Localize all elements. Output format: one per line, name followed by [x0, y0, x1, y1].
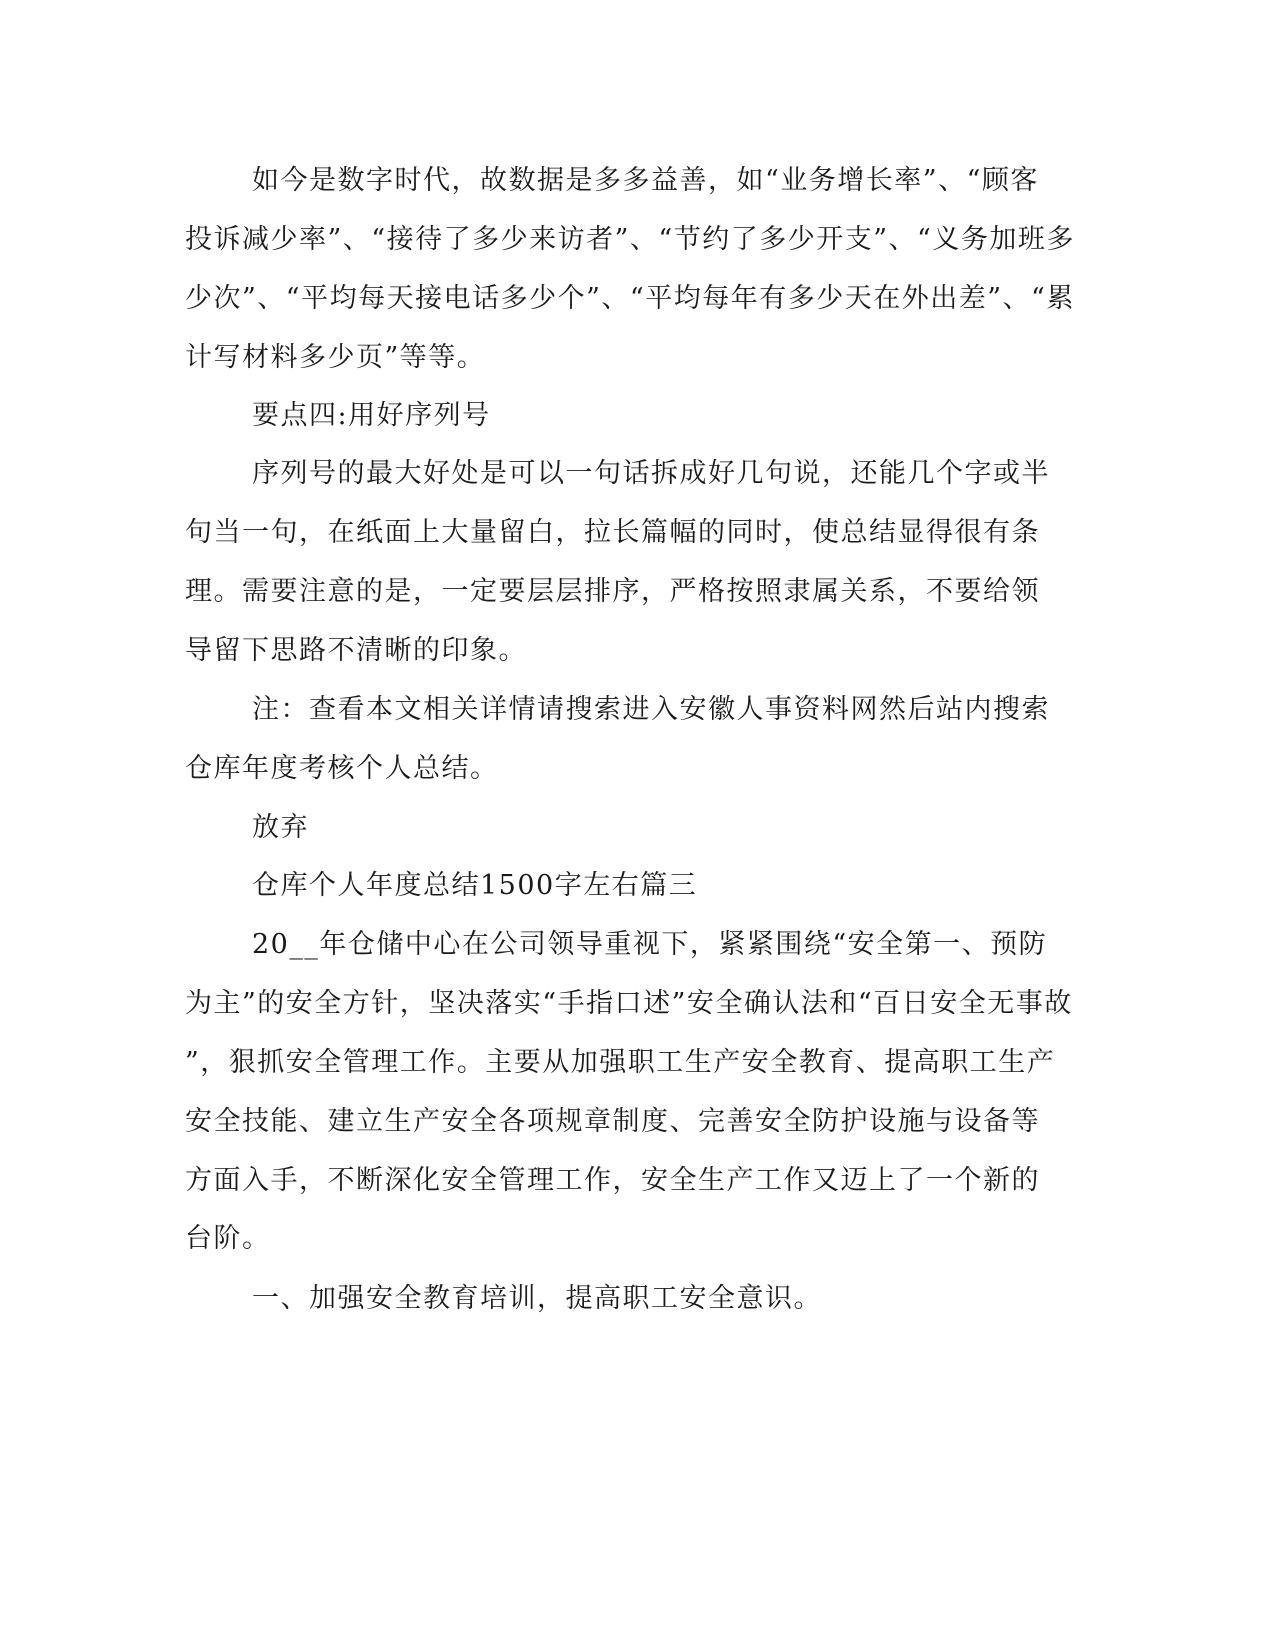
paragraph-3-line-4: 导留下思路不清晰的印象。: [185, 635, 527, 666]
body-line-1: 20__年仓储中心在公司领导重视下，紧紧围绕“安全第一、预防: [252, 929, 1048, 960]
paragraph-3-line-1: 序列号的最大好处是可以一句话拆成好几句说，还能几个字或半: [252, 458, 1050, 489]
note-line-1: 注：查看本文相关详情请搜索进入安徽人事资料网然后站内搜索: [252, 694, 1050, 725]
paragraph-1-line-2: 投诉减少率”、“接待了多少来访者”、“节约了多少开支”、“义务加班多: [185, 224, 1075, 255]
body-line-3: ”，狠抓安全管理工作。主要从加强职工生产安全教育、提高职工生产: [185, 1047, 1056, 1078]
paragraph-3-line-2: 句当一句，在纸面上大量留白，拉长篇幅的同时，使总结显得很有条: [185, 517, 1040, 548]
article-title: 仓库个人年度总结1500字左右篇三: [252, 870, 698, 901]
paragraph-3-line-3: 理。需要注意的是，一定要层层排序，严格按照隶属关系，不要给领: [185, 576, 1040, 607]
body-line-4: 安全技能、建立生产安全各项规章制度、完善安全防护设施与设备等: [185, 1106, 1040, 1137]
body-line-6: 台阶。: [185, 1223, 271, 1254]
note-line-2: 仓库年度考核个人总结。: [185, 753, 499, 784]
abandon-line: 放弃: [252, 812, 309, 843]
section-heading-point-four: 要点四:用好序列号: [252, 400, 491, 431]
section-heading-one: 一、加强安全教育培训，提高职工安全意识。: [252, 1283, 822, 1314]
body-line-2: 为主”的安全方针，坚决落实“手指口述”安全确认法和“百日安全无事故: [185, 988, 1073, 1019]
paragraph-1-line-1: 如今是数字时代，故数据是多多益善，如“业务增长率”、“顾客: [252, 165, 1039, 196]
paragraph-1-line-4: 计写材料多少页”等等。: [185, 342, 486, 373]
paragraph-1-line-3: 少次”、“平均每天接电话多少个”、“平均每年有多少天在外出差”、“累: [185, 283, 1075, 314]
body-line-5: 方面入手，不断深化安全管理工作，安全生产工作又迈上了一个新的: [185, 1165, 1040, 1196]
